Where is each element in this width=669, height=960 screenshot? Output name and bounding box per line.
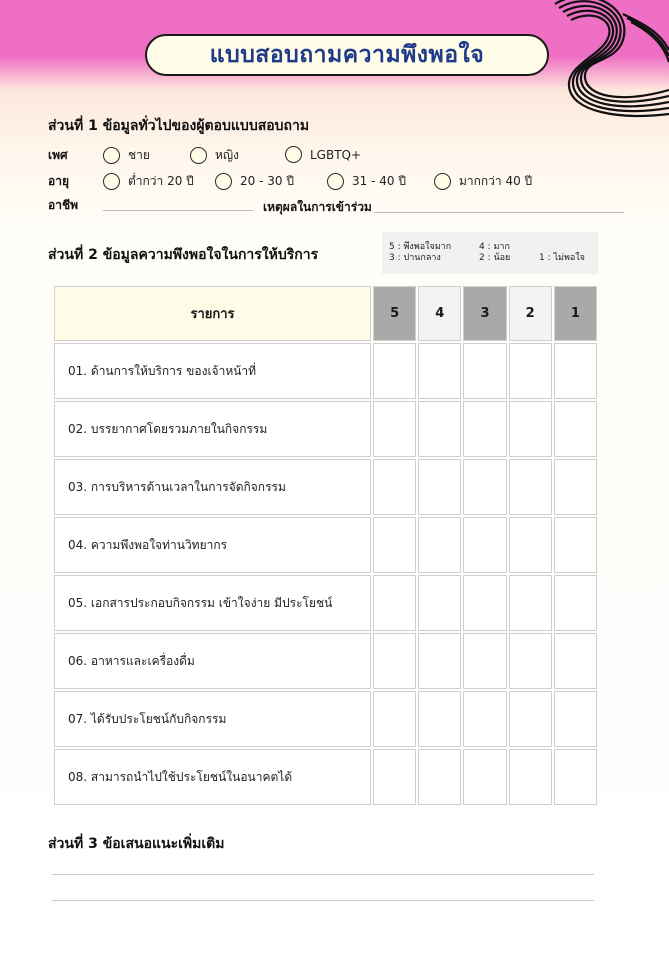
radio-circle[interactable] — [434, 173, 451, 190]
item-label: 03. การบริหารด้านเวลาในการจัดกิจกรรม — [54, 459, 371, 515]
score-cell-5[interactable] — [373, 401, 416, 457]
radio-circle[interactable] — [285, 146, 302, 163]
item-column-header: รายการ — [54, 286, 371, 341]
table-row — [54, 633, 597, 689]
occupation-label: อาชีพ — [48, 198, 78, 212]
gender-option-male[interactable]: ชาย — [103, 146, 150, 165]
occupation-field[interactable] — [103, 210, 253, 211]
gender-label: เพศ — [48, 148, 68, 162]
legend-3: 3 : ปานกลาง — [389, 253, 441, 263]
score-cell-2[interactable] — [509, 401, 552, 457]
score-cell-1[interactable] — [554, 633, 597, 689]
score-cell-5[interactable] — [373, 459, 416, 515]
radio-circle[interactable] — [327, 173, 344, 190]
suggestion-line-2[interactable] — [52, 900, 594, 901]
score-cell-2[interactable] — [509, 633, 552, 689]
table-row — [54, 459, 597, 515]
item-label: 07. ได้รับประโยชน์กับกิจกรรม — [54, 691, 371, 747]
score-cell-1[interactable] — [554, 691, 597, 747]
radio-circle[interactable] — [103, 173, 120, 190]
item-label: 02. บรรยากาศโดยรวมภายในกิจกรรม — [54, 401, 371, 457]
rating-legend — [382, 232, 598, 274]
score-cell-1[interactable] — [554, 517, 597, 573]
item-label: 06. อาหารและเครื่องดื่ม — [54, 633, 371, 689]
age-option-20-30[interactable]: 20 - 30 ปี — [215, 172, 294, 191]
score-cell-4[interactable] — [418, 575, 461, 631]
score-cell-4[interactable] — [418, 343, 461, 399]
score-cell-2[interactable] — [509, 517, 552, 573]
gender-option-lgbtq[interactable]: LGBTQ+ — [285, 146, 361, 163]
table-header-row — [54, 286, 597, 341]
score-cell-5[interactable] — [373, 517, 416, 573]
page-title: แบบสอบถามความพึงพอใจ — [145, 34, 549, 76]
score-cell-4[interactable] — [418, 633, 461, 689]
score-cell-4[interactable] — [418, 401, 461, 457]
score-cell-3[interactable] — [463, 575, 506, 631]
score-header-3: 3 — [463, 286, 506, 341]
table-row — [54, 343, 597, 399]
age-option-under-20[interactable]: ต่ำกว่า 20 ปี — [103, 172, 194, 191]
item-label: 08. สามารถนำไปใช้ประโยชน์ในอนาคตได้ — [54, 749, 371, 805]
score-cell-1[interactable] — [554, 749, 597, 805]
radio-circle[interactable] — [190, 147, 207, 164]
age-option-over-40[interactable]: มากกว่า 40 ปี — [434, 172, 532, 191]
section1-heading: ส่วนที่ 1 ข้อมูลทั่วไปของผู้ตอบแบบสอบถาม — [48, 118, 310, 134]
item-label: 05. เอกสารประกอบกิจกรรม เข้าใจง่าย มีประโยชน์ — [54, 575, 371, 631]
section2-heading: ส่วนที่ 2 ข้อมูลความพึงพอใจในการให้บริการ — [48, 247, 319, 263]
score-cell-2[interactable] — [509, 749, 552, 805]
item-label: 01. ด้านการให้บริการ ของเจ้าหน้าที่ — [54, 343, 371, 399]
score-cell-4[interactable] — [418, 517, 461, 573]
satisfaction-table — [52, 284, 599, 807]
score-cell-5[interactable] — [373, 633, 416, 689]
table-row — [54, 749, 597, 805]
score-cell-5[interactable] — [373, 575, 416, 631]
score-header-1: 1 — [554, 286, 597, 341]
age-option-31-40[interactable]: 31 - 40 ปี — [327, 172, 406, 191]
score-cell-1[interactable] — [554, 459, 597, 515]
score-cell-3[interactable] — [463, 691, 506, 747]
score-cell-4[interactable] — [418, 749, 461, 805]
score-cell-1[interactable] — [554, 343, 597, 399]
score-cell-5[interactable] — [373, 343, 416, 399]
legend-5: 5 : พึงพอใจมาก — [389, 242, 452, 252]
gender-option-female[interactable]: หญิง — [190, 146, 239, 165]
legend-4: 4 : มาก — [479, 242, 510, 252]
reason-label: เหตุผลในการเข้าร่วม — [263, 200, 372, 214]
score-cell-1[interactable] — [554, 401, 597, 457]
age-label: อายุ — [48, 174, 69, 188]
score-cell-4[interactable] — [418, 691, 461, 747]
score-cell-3[interactable] — [463, 459, 506, 515]
score-header-5: 5 — [373, 286, 416, 341]
score-header-4: 4 — [418, 286, 461, 341]
item-label: 04. ความพึงพอใจท่านวิทยากร — [54, 517, 371, 573]
score-cell-4[interactable] — [418, 459, 461, 515]
score-cell-3[interactable] — [463, 517, 506, 573]
table-row — [54, 517, 597, 573]
score-cell-5[interactable] — [373, 749, 416, 805]
score-cell-5[interactable] — [373, 691, 416, 747]
score-cell-3[interactable] — [463, 343, 506, 399]
score-cell-2[interactable] — [509, 343, 552, 399]
score-header-2: 2 — [509, 286, 552, 341]
score-cell-3[interactable] — [463, 749, 506, 805]
suggestion-line-1[interactable] — [52, 874, 594, 875]
score-cell-1[interactable] — [554, 575, 597, 631]
radio-circle[interactable] — [215, 173, 232, 190]
section3-heading: ส่วนที่ 3 ข้อเสนอแนะเพิ่มเติม — [48, 836, 225, 852]
score-cell-3[interactable] — [463, 633, 506, 689]
score-cell-3[interactable] — [463, 401, 506, 457]
reason-field[interactable] — [374, 212, 624, 213]
radio-circle[interactable] — [103, 147, 120, 164]
table-row — [54, 401, 597, 457]
table-row — [54, 691, 597, 747]
table-row — [54, 575, 597, 631]
legend-2: 2 : น้อย — [479, 253, 511, 263]
legend-1: 1 : ไม่พอใจ — [539, 253, 585, 263]
score-cell-2[interactable] — [509, 575, 552, 631]
score-cell-2[interactable] — [509, 691, 552, 747]
score-cell-2[interactable] — [509, 459, 552, 515]
